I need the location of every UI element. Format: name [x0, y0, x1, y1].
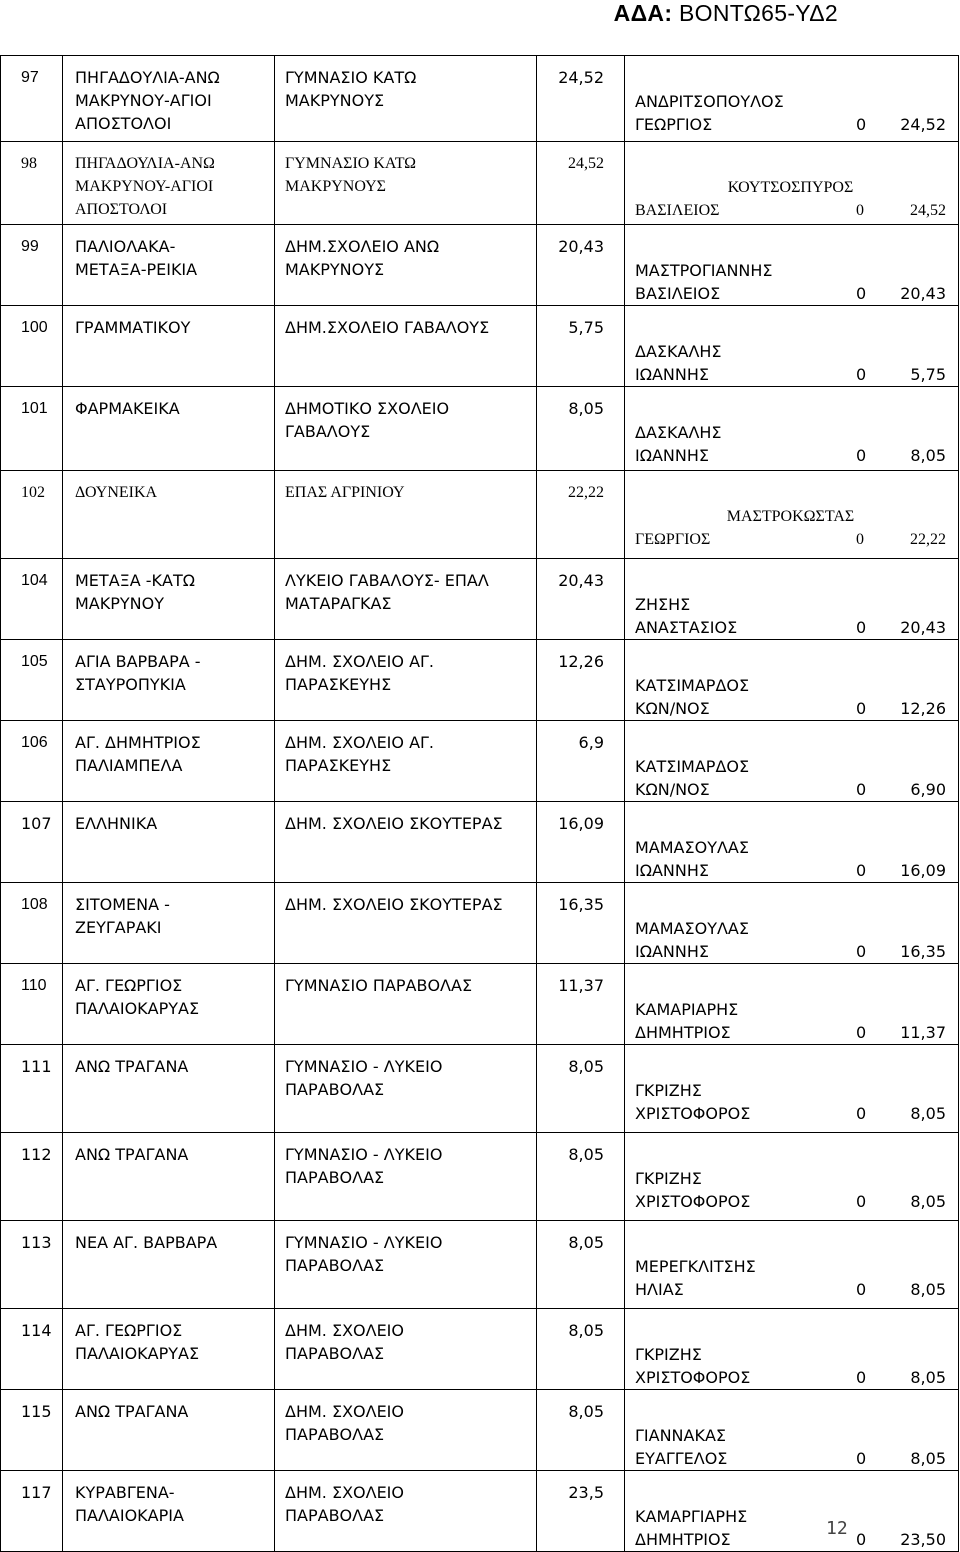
- row-number-cell-text: 117: [21, 1483, 52, 1502]
- zero-value: 0: [856, 446, 867, 465]
- school-cell: [275, 1471, 537, 1552]
- distance-cell: [537, 142, 625, 225]
- area-cell: [63, 1133, 275, 1221]
- distance-cell: [537, 1309, 625, 1390]
- row-number-cell: [1, 1045, 63, 1133]
- distance-cell-text: 20,43: [558, 237, 604, 256]
- total-value: 16,09: [900, 861, 946, 880]
- school-cell: [275, 471, 537, 559]
- school-cell: [275, 1390, 537, 1471]
- row-number-cell: [1, 471, 63, 559]
- school-cell-text: ΓΥΜΝΑΣΙΟ ΚΑΤΩ ΜΑΚΡΥΝΟΥΣ: [285, 68, 417, 110]
- teacher-firstname: ΔΗΜΗΤΡΙΟΣ: [635, 1530, 731, 1549]
- table-row: [1, 387, 959, 471]
- table-row: [1, 1471, 959, 1552]
- row-number-cell-text: 108: [21, 896, 48, 913]
- distance-cell: [537, 1390, 625, 1471]
- teacher-surname: ΑΝΔΡΙΤΣΟΠΟΥΛΟΣ: [635, 92, 784, 111]
- distance-cell: [537, 1045, 625, 1133]
- zero-value: 0: [856, 1104, 867, 1123]
- school-cell-text: ΔΗΜ. ΣΧΟΛΕΙΟ ΑΓ. ΠΑΡΑΣΚΕΥΗΣ: [285, 733, 435, 775]
- table-row: [1, 640, 959, 721]
- row-number-cell-text: 97: [21, 69, 39, 86]
- row-number-cell: [1, 56, 63, 142]
- school-cell: [275, 142, 537, 225]
- row-number-cell-text: 113: [21, 1233, 52, 1252]
- teacher-cell: [625, 142, 959, 225]
- zero-value: 0: [856, 780, 867, 799]
- teacher-cell: [625, 640, 959, 721]
- distance-cell-text: 6,9: [578, 733, 604, 752]
- school-cell: [275, 1133, 537, 1221]
- ada-prefix: ΑΔΑ:: [613, 0, 673, 26]
- table-row: [1, 56, 959, 142]
- total-value: 24,52: [900, 115, 946, 134]
- school-cell-text: ΕΠΑΣ ΑΓΡΙΝΙΟΥ: [285, 484, 405, 501]
- teacher-cell: [625, 559, 959, 640]
- teacher-cell: [625, 1045, 959, 1133]
- area-cell: [63, 964, 275, 1045]
- page-number: 12: [826, 1518, 848, 1539]
- total-value: 20,43: [900, 618, 946, 637]
- school-cell-text: ΓΥΜΝΑΣΙΟ - ΛΥΚΕΙΟ ΠΑΡΑΒΟΛΑΣ: [285, 1057, 443, 1099]
- school-cell-text: ΓΥΜΝΑΣΙΟ - ΛΥΚΕΙΟ ΠΑΡΑΒΟΛΑΣ: [285, 1233, 443, 1275]
- teacher-name-line: [635, 616, 946, 639]
- teacher-name-line: [635, 940, 946, 963]
- teacher-firstname: ΧΡΙΣΤΟΦΟΡΟΣ: [635, 1192, 751, 1211]
- area-cell-text: ΑΝΩ ΤΡΑΓΑΝΑ: [75, 1057, 189, 1076]
- teacher-name-line: [635, 199, 946, 222]
- total-value: 20,43: [900, 284, 946, 303]
- teacher-cell: [625, 721, 959, 802]
- teacher-surname: ΓΚΡΙΖΗΣ: [635, 1081, 702, 1100]
- area-cell-text: ΝΕΑ ΑΓ. ΒΑΡΒΑΡΑ: [75, 1233, 218, 1252]
- distance-cell: [537, 56, 625, 142]
- teacher-name-line: [635, 778, 946, 801]
- row-number-cell-text: 104: [21, 572, 48, 589]
- distance-cell-text: 8,05: [568, 1321, 604, 1340]
- distance-cell: [537, 225, 625, 306]
- school-cell: [275, 1309, 537, 1390]
- teacher-firstname: ΑΝΑΣΤΑΣΙΟΣ: [635, 618, 738, 637]
- teacher-cell: [625, 883, 959, 964]
- school-cell: [275, 721, 537, 802]
- total-value: 22,22: [910, 531, 946, 548]
- distance-cell: [537, 883, 625, 964]
- distance-cell: [537, 306, 625, 387]
- teacher-cell: [625, 387, 959, 471]
- row-number-cell: [1, 1309, 63, 1390]
- distance-cell-text: 16,35: [558, 895, 604, 914]
- distance-cell: [537, 802, 625, 883]
- total-value: 6,90: [910, 780, 946, 799]
- teacher-name-line: [635, 528, 946, 551]
- school-cell: [275, 640, 537, 721]
- zero-value: 0: [856, 942, 867, 961]
- school-cell: [275, 883, 537, 964]
- teacher-name-line: [635, 113, 946, 136]
- table-row: [1, 1133, 959, 1221]
- total-value: 8,05: [910, 1104, 946, 1123]
- table-row: [1, 306, 959, 387]
- teacher-name-line: [635, 1366, 946, 1389]
- school-cell-text: ΔΗΜΟΤΙΚΟ ΣΧΟΛΕΙΟ ΓΑΒΑΛΟΥΣ: [285, 399, 450, 441]
- row-number-cell: [1, 1471, 63, 1552]
- school-cell: [275, 802, 537, 883]
- zero-value: 0: [856, 202, 864, 219]
- teacher-cell: [625, 1133, 959, 1221]
- distance-cell-text: 24,52: [558, 68, 604, 87]
- teacher-cell: [625, 471, 959, 559]
- total-value: 8,05: [910, 1192, 946, 1211]
- area-cell: [63, 721, 275, 802]
- teacher-surname: ΖΗΣΗΣ: [635, 595, 691, 614]
- total-value: 8,05: [910, 446, 946, 465]
- teacher-surname: ΜΑΣΤΡΟΚΩΣΤΑΣ: [726, 508, 855, 525]
- distance-cell-text: 16,09: [558, 814, 604, 833]
- school-cell-text: ΔΗΜ. ΣΧΟΛΕΙΟ ΑΓ. ΠΑΡΑΣΚΕΥΗΣ: [285, 652, 435, 694]
- area-cell-text: ΑΝΩ ΤΡΑΓΑΝΑ: [75, 1402, 189, 1421]
- ada-header: [614, 0, 838, 27]
- table-row: [1, 964, 959, 1045]
- area-cell-text: ΕΛΛΗΝΙΚΑ: [75, 814, 158, 833]
- zero-value: 0: [856, 1192, 867, 1211]
- area-cell: [63, 387, 275, 471]
- distance-cell: [537, 559, 625, 640]
- area-cell: [63, 471, 275, 559]
- area-cell: [63, 640, 275, 721]
- teacher-firstname: ΙΩΑΝΝΗΣ: [635, 365, 709, 384]
- row-number-cell: [1, 1390, 63, 1471]
- school-cell-text: ΔΗΜ. ΣΧΟΛΕΙΟ ΠΑΡΑΒΟΛΑΣ: [285, 1402, 404, 1444]
- area-cell: [63, 142, 275, 225]
- area-cell: [63, 1309, 275, 1390]
- row-number-cell: [1, 964, 63, 1045]
- school-cell-text: ΛΥΚΕΙΟ ΓΑΒΑΛΟΥΣ- ΕΠΑΛ ΜΑΤΑΡΑΓΚΑΣ: [285, 571, 489, 613]
- table-row: [1, 559, 959, 640]
- school-cell: [275, 1045, 537, 1133]
- distance-cell-text: 12,26: [558, 652, 604, 671]
- total-value: 5,75: [910, 365, 946, 384]
- area-cell-text: ΑΓ. ΔΗΜΗΤΡΙΟΣ ΠΑΛΙΑΜΠΕΛΑ: [75, 733, 201, 775]
- distance-cell-text: 20,43: [558, 571, 604, 590]
- teacher-surname: ΓΚΡΙΖΗΣ: [635, 1345, 702, 1364]
- area-cell: [63, 1471, 275, 1552]
- row-number-cell: [1, 802, 63, 883]
- total-value: 8,05: [910, 1449, 946, 1468]
- distance-cell: [537, 964, 625, 1045]
- teacher-cell: [625, 56, 959, 142]
- distance-cell: [537, 1221, 625, 1309]
- area-cell: [63, 1045, 275, 1133]
- row-number-cell-text: 111: [21, 1057, 52, 1076]
- teacher-firstname: ΚΩΝ/ΝΟΣ: [635, 780, 710, 799]
- distance-cell-text: 8,05: [568, 1057, 604, 1076]
- school-cell-text: ΔΗΜ.ΣΧΟΛΕΙΟ ΓΑΒΑΛΟΥΣ: [285, 318, 490, 337]
- row-number-cell-text: 115: [21, 1402, 52, 1421]
- total-value: 8,05: [910, 1368, 946, 1387]
- area-cell-text: ΣΙΤΟΜΕΝΑ - ΖΕΥΓΑΡΑΚΙ: [75, 895, 170, 937]
- teacher-firstname: ΕΥΑΓΓΕΛΟΣ: [635, 1449, 728, 1468]
- row-number-cell-text: 114: [21, 1321, 52, 1340]
- area-cell-text: ΦΑΡΜΑΚΕΙΚΑ: [75, 399, 180, 418]
- school-cell-text: ΓΥΜΝΑΣΙΟ ΠΑΡΑΒΟΛΑΣ: [285, 976, 473, 995]
- school-cell: [275, 56, 537, 142]
- distance-cell: [537, 471, 625, 559]
- school-cell: [275, 559, 537, 640]
- row-number-cell-text: 99: [21, 238, 39, 255]
- zero-value: 0: [856, 699, 867, 718]
- teacher-firstname: ΙΩΑΝΝΗΣ: [635, 861, 709, 880]
- row-number-cell: [1, 1133, 63, 1221]
- row-number-cell-text: 102: [21, 484, 45, 501]
- teacher-surname: ΚΑΜΑΡΙΑΡΗΣ: [635, 1000, 739, 1019]
- zero-value: 0: [856, 618, 867, 637]
- teacher-firstname: ΔΗΜΗΤΡΙΟΣ: [635, 1023, 731, 1042]
- distance-cell: [537, 640, 625, 721]
- row-number-cell: [1, 640, 63, 721]
- teacher-name-line: [635, 697, 946, 720]
- distance-cell: [537, 1133, 625, 1221]
- zero-value: 0: [856, 1449, 867, 1468]
- zero-value: 0: [856, 531, 864, 548]
- area-cell: [63, 883, 275, 964]
- teacher-name-line: [635, 1190, 946, 1213]
- school-cell: [275, 387, 537, 471]
- row-number-cell-text: 101: [21, 400, 48, 417]
- teacher-name-line: [635, 1278, 946, 1301]
- row-number-cell: [1, 721, 63, 802]
- total-value: 16,35: [900, 942, 946, 961]
- teacher-name-line: [635, 444, 946, 467]
- teacher-surname: ΓΚΡΙΖΗΣ: [635, 1169, 702, 1188]
- area-cell-text: ΑΓΙΑ ΒΑΡΒΑΡΑ - ΣΤΑΥΡΟΠΥΚΙΑ: [75, 652, 201, 694]
- school-cell-text: ΔΗΜ.ΣΧΟΛΕΙΟ ΑΝΩ ΜΑΚΡΥΝΟΥΣ: [285, 237, 440, 279]
- table-row: [1, 471, 959, 559]
- teacher-cell: [625, 802, 959, 883]
- total-value: 24,52: [910, 202, 946, 219]
- zero-value: 0: [856, 284, 867, 303]
- row-number-cell-text: 107: [21, 814, 52, 833]
- teacher-firstname: ΙΩΑΝΝΗΣ: [635, 446, 709, 465]
- teacher-firstname: ΚΩΝ/ΝΟΣ: [635, 699, 710, 718]
- area-cell: [63, 306, 275, 387]
- teacher-firstname: ΒΑΣΙΛΕΙΟΣ: [635, 202, 720, 219]
- teacher-firstname: ΧΡΙΣΤΟΦΟΡΟΣ: [635, 1368, 751, 1387]
- teacher-cell: [625, 1309, 959, 1390]
- teacher-name-line: [635, 363, 946, 386]
- area-cell: [63, 225, 275, 306]
- row-number-cell-text: 112: [21, 1145, 52, 1164]
- area-cell-text: ΚΥΡΑΒΓΕΝΑ- ΠΑΛΑΙΟΚΑΡΙΑ: [75, 1483, 184, 1525]
- teacher-surname: ΔΑΣΚΑΛΗΣ: [635, 342, 722, 361]
- row-number-cell-text: 100: [21, 319, 48, 336]
- school-cell-text: ΓΥΜΝΑΣΙΟ ΚΑΤΩ ΜΑΚΡΥΝΟΥΣ: [285, 155, 417, 195]
- teacher-name-line: [635, 1102, 946, 1125]
- row-number-cell: [1, 142, 63, 225]
- teacher-surname: ΔΑΣΚΑΛΗΣ: [635, 423, 722, 442]
- distance-cell-text: 22,22: [568, 484, 604, 501]
- teacher-cell: [625, 964, 959, 1045]
- school-cell-text: ΔΗΜ. ΣΧΟΛΕΙΟ ΣΚΟΥΤΕΡΑΣ: [285, 814, 503, 833]
- teacher-surname: ΜΑΜΑΣΟΥΛΑΣ: [635, 838, 749, 857]
- table-row: [1, 1045, 959, 1133]
- distance-cell-text: 8,05: [568, 1402, 604, 1421]
- area-cell: [63, 559, 275, 640]
- school-cell-text: ΓΥΜΝΑΣΙΟ - ΛΥΚΕΙΟ ΠΑΡΑΒΟΛΑΣ: [285, 1145, 443, 1187]
- row-number-cell-text: 105: [21, 653, 48, 670]
- zero-value: 0: [856, 365, 867, 384]
- table-row: [1, 883, 959, 964]
- zero-value: 0: [856, 1368, 867, 1387]
- school-cell-text: ΔΗΜ. ΣΧΟΛΕΙΟ ΠΑΡΑΒΟΛΑΣ: [285, 1321, 404, 1363]
- teacher-name-line: [635, 282, 946, 305]
- ada-code: ΒΟΝΤΩ65-ΥΔ2: [679, 0, 838, 26]
- zero-value: 0: [856, 1023, 867, 1042]
- table-row: [1, 721, 959, 802]
- school-cell: [275, 1221, 537, 1309]
- area-cell: [63, 1390, 275, 1471]
- school-cell: [275, 964, 537, 1045]
- area-cell: [63, 56, 275, 142]
- total-value: 12,26: [900, 699, 946, 718]
- row-number-cell: [1, 306, 63, 387]
- teacher-name-line: [635, 1021, 946, 1044]
- distance-cell-text: 8,05: [568, 1145, 604, 1164]
- zero-value: 0: [856, 115, 867, 134]
- row-number-cell: [1, 559, 63, 640]
- distance-cell-text: 24,52: [568, 155, 604, 172]
- row-number-cell-text: 110: [21, 977, 47, 994]
- teacher-firstname: ΙΩΑΝΝΗΣ: [635, 942, 709, 961]
- teacher-cell: [625, 1221, 959, 1309]
- zero-value: 0: [856, 861, 867, 880]
- row-number-cell: [1, 387, 63, 471]
- school-cell: [275, 306, 537, 387]
- distance-cell-text: 23,5: [568, 1483, 604, 1502]
- teacher-cell: [625, 306, 959, 387]
- total-value: 23,50: [900, 1530, 946, 1549]
- area-cell-text: ΠΗΓΑΔΟΥΛΙΑ-ΑΝΩ ΜΑΚΡΥΝΟΥ-ΑΓΙΟΙ ΑΠΟΣΤΟΛΟΙ: [75, 155, 215, 218]
- teacher-surname: ΓΙΑΝΝΑΚΑΣ: [635, 1426, 727, 1445]
- table-row: [1, 142, 959, 225]
- distance-cell-text: 8,05: [568, 399, 604, 418]
- area-cell: [63, 802, 275, 883]
- zero-value: 0: [856, 1280, 867, 1299]
- table-row: [1, 1309, 959, 1390]
- total-value: 11,37: [900, 1023, 946, 1042]
- distance-cell-text: 8,05: [568, 1233, 604, 1252]
- row-number-cell: [1, 1221, 63, 1309]
- area-cell-text: ΔΟΥΝΕΙΚΑ: [75, 484, 158, 501]
- teacher-cell: [625, 1390, 959, 1471]
- teacher-cell: [625, 225, 959, 306]
- area-cell-text: ΑΝΩ ΤΡΑΓΑΝΑ: [75, 1145, 189, 1164]
- teacher-surname: ΚΑΜΑΡΓΙΑΡΗΣ: [635, 1507, 748, 1526]
- distance-cell: [537, 721, 625, 802]
- row-number-cell: [1, 883, 63, 964]
- row-number-cell: [1, 225, 63, 306]
- teacher-name-line: [635, 859, 946, 882]
- row-number-cell-text: 106: [21, 734, 48, 751]
- teacher-surname: ΚΑΤΣΙΜΑΡΔΟΣ: [635, 757, 750, 776]
- teacher-surname: ΜΑΣΤΡΟΓΙΑΝΝΗΣ: [635, 261, 773, 280]
- area-cell-text: ΠΑΛΙΟΛΑΚΑ- ΜΕΤΑΞΑ-ΡΕΙΚΙΑ: [75, 237, 198, 279]
- distance-cell-text: 11,37: [558, 976, 604, 995]
- area-cell-text: ΑΓ. ΓΕΩΡΓΙΟΣ ΠΑΛΑΙΟΚΑΡΥΑΣ: [75, 1321, 200, 1363]
- teacher-surname: ΜΑΜΑΣΟΥΛΑΣ: [635, 919, 749, 938]
- table-row: [1, 225, 959, 306]
- teacher-firstname: ΗΛΙΑΣ: [635, 1280, 684, 1299]
- school-cell-text: ΔΗΜ. ΣΧΟΛΕΙΟ ΣΚΟΥΤΕΡΑΣ: [285, 895, 503, 914]
- area-cell-text: ΜΕΤΑΞΑ -ΚΑΤΩ ΜΑΚΡΥΝΟΥ: [75, 571, 195, 613]
- teacher-name-line: [635, 1528, 946, 1551]
- area-cell-text: ΓΡΑΜΜΑΤΙΚΟΥ: [75, 318, 191, 337]
- table-row: [1, 802, 959, 883]
- distance-cell: [537, 387, 625, 471]
- teacher-surname: ΚΑΤΣΙΜΑΡΔΟΣ: [635, 676, 750, 695]
- school-cell-text: ΔΗΜ. ΣΧΟΛΕΙΟ ΠΑΡΑΒΟΛΑΣ: [285, 1483, 404, 1525]
- distance-cell-text: 5,75: [568, 318, 604, 337]
- teacher-firstname: ΒΑΣΙΛΕΙΟΣ: [635, 284, 721, 303]
- teacher-firstname: ΧΡΙΣΤΟΦΟΡΟΣ: [635, 1104, 751, 1123]
- zero-value: 0: [856, 1530, 867, 1549]
- distance-cell: [537, 1471, 625, 1552]
- teacher-cell: [625, 1471, 959, 1552]
- total-value: 8,05: [910, 1280, 946, 1299]
- teacher-firstname: ΓΕΩΡΓΙΟΣ: [635, 531, 711, 548]
- teacher-surname: ΜΕΡΕΓΚΛΙΤΣΗΣ: [635, 1257, 756, 1276]
- area-cell-text: ΑΓ. ΓΕΩΡΓΙΟΣ ΠΑΛΑΙΟΚΑΡΥΑΣ: [75, 976, 200, 1018]
- area-cell: [63, 1221, 275, 1309]
- teacher-name-line: [635, 1447, 946, 1470]
- table-row: [1, 1390, 959, 1471]
- table-row: [1, 1221, 959, 1309]
- teacher-firstname: ΓΕΩΡΓΙΟΣ: [635, 115, 713, 134]
- area-cell-text: ΠΗΓΑΔΟΥΛΙΑ-ΑΝΩ ΜΑΚΡΥΝΟΥ-ΑΓΙΟΙ ΑΠΟΣΤΟΛΟΙ: [75, 68, 220, 133]
- row-number-cell-text: 98: [21, 155, 37, 172]
- distance-table: [0, 55, 959, 1552]
- teacher-surname: ΚΟΥΤΣΟΣΠΥΡΟΣ: [727, 179, 854, 196]
- school-cell: [275, 225, 537, 306]
